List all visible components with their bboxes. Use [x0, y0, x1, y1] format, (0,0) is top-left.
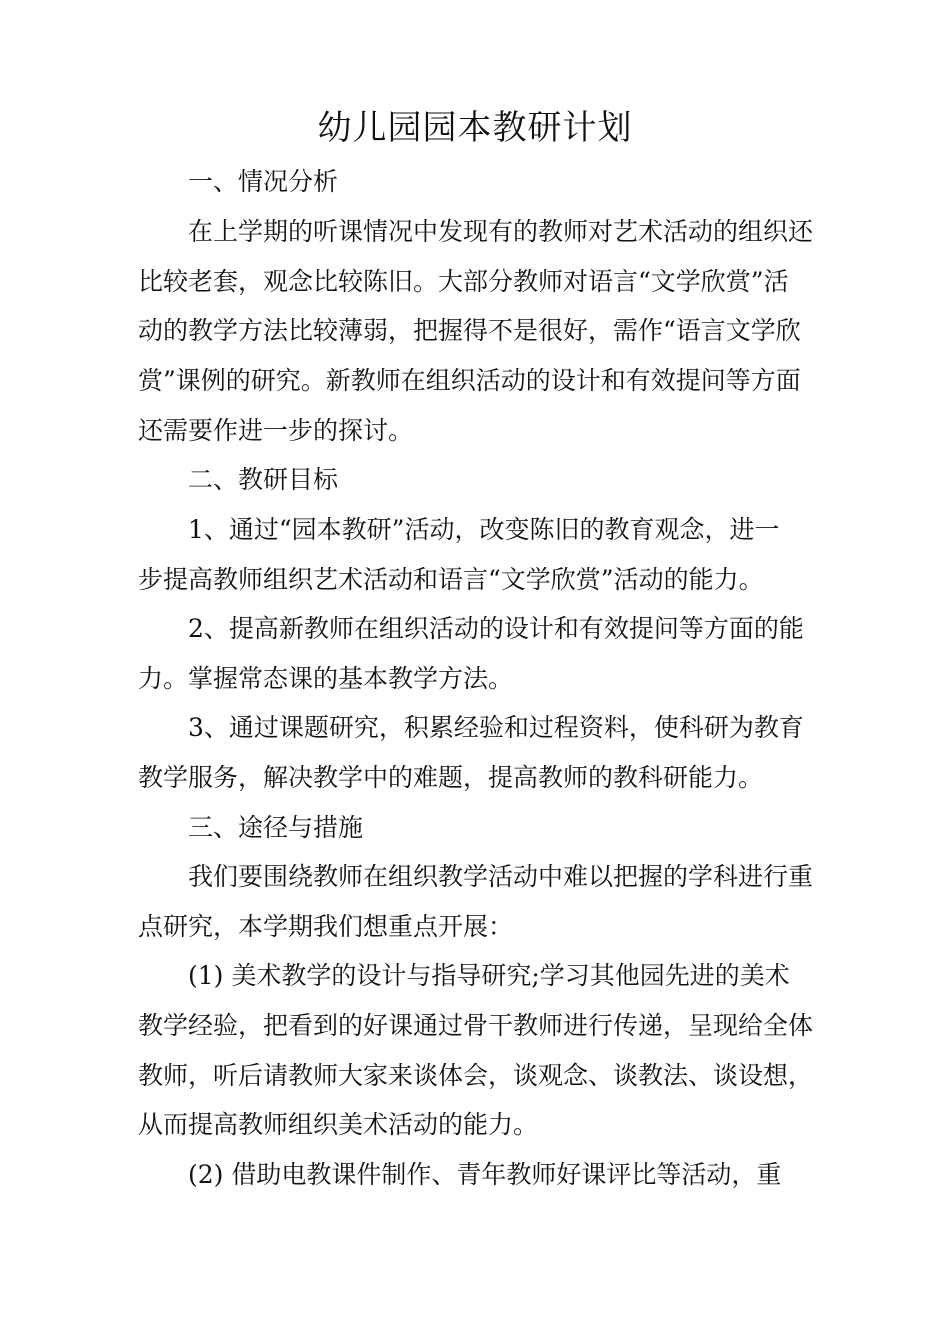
- document-title: 幼儿园园本教研计划: [317, 108, 633, 148]
- paragraph-line: 从而提高教师组织美术活动的能力。: [138, 1110, 539, 1139]
- paragraph-line: (2) 借助电教课件制作、青年教师好课评比等活动，重: [188, 1160, 782, 1189]
- paragraph-line: 步提高教师组织艺术活动和语言“文学欣赏”活动的能力。: [138, 565, 764, 594]
- paragraph-line: 点研究，本学期我们想重点开展：: [138, 912, 514, 941]
- paragraph-line: (1) 美术教学的设计与指导研究;学习其他园先进的美术: [188, 961, 790, 990]
- paragraph-line: 我们要围绕教师在组织教学活动中难以把握的学科进行重: [188, 862, 814, 891]
- paragraph-line: 力。掌握常态课的基本教学方法。: [138, 664, 514, 693]
- paragraph-line: 在上学期的听课情况中发现有的教师对艺术活动的组织还: [188, 217, 814, 246]
- paragraph-line: 教师，听后请教师大家来谈体会，谈观念、谈教法、谈设想，: [138, 1061, 814, 1090]
- paragraph-line: 动的教学方法比较薄弱，把握得不是很好，需作“语言文学欣: [138, 316, 801, 345]
- paragraph-line: 1、通过“园本教研”活动，改变陈旧的教育观念，进一: [188, 515, 780, 544]
- paragraph-line: 教学经验，把看到的好课通过骨干教师进行传递，呈现给全体: [138, 1011, 814, 1040]
- paragraph-line: 3、通过课题研究，积累经验和过程资料，使科研为教育: [188, 713, 804, 742]
- paragraph-line: 赏”课例的研究。新教师在组织活动的设计和有效提问等方面: [138, 366, 801, 395]
- section-heading-3: 三、途径与措施: [188, 813, 364, 842]
- section-heading-1: 一、情况分析: [188, 167, 339, 196]
- section-heading-2: 二、教研目标: [188, 465, 339, 494]
- paragraph-line: 2、提高新教师在组织活动的设计和有效提问等方面的能: [188, 614, 804, 643]
- paragraph-line: 还需要作进一步的探讨。: [138, 416, 414, 445]
- paragraph-line: 教学服务，解决教学中的难题，提高教师的教科研能力。: [138, 763, 764, 792]
- paragraph-line: 比较老套，观念比较陈旧。大部分教师对语言“文学欣赏”活: [138, 267, 789, 296]
